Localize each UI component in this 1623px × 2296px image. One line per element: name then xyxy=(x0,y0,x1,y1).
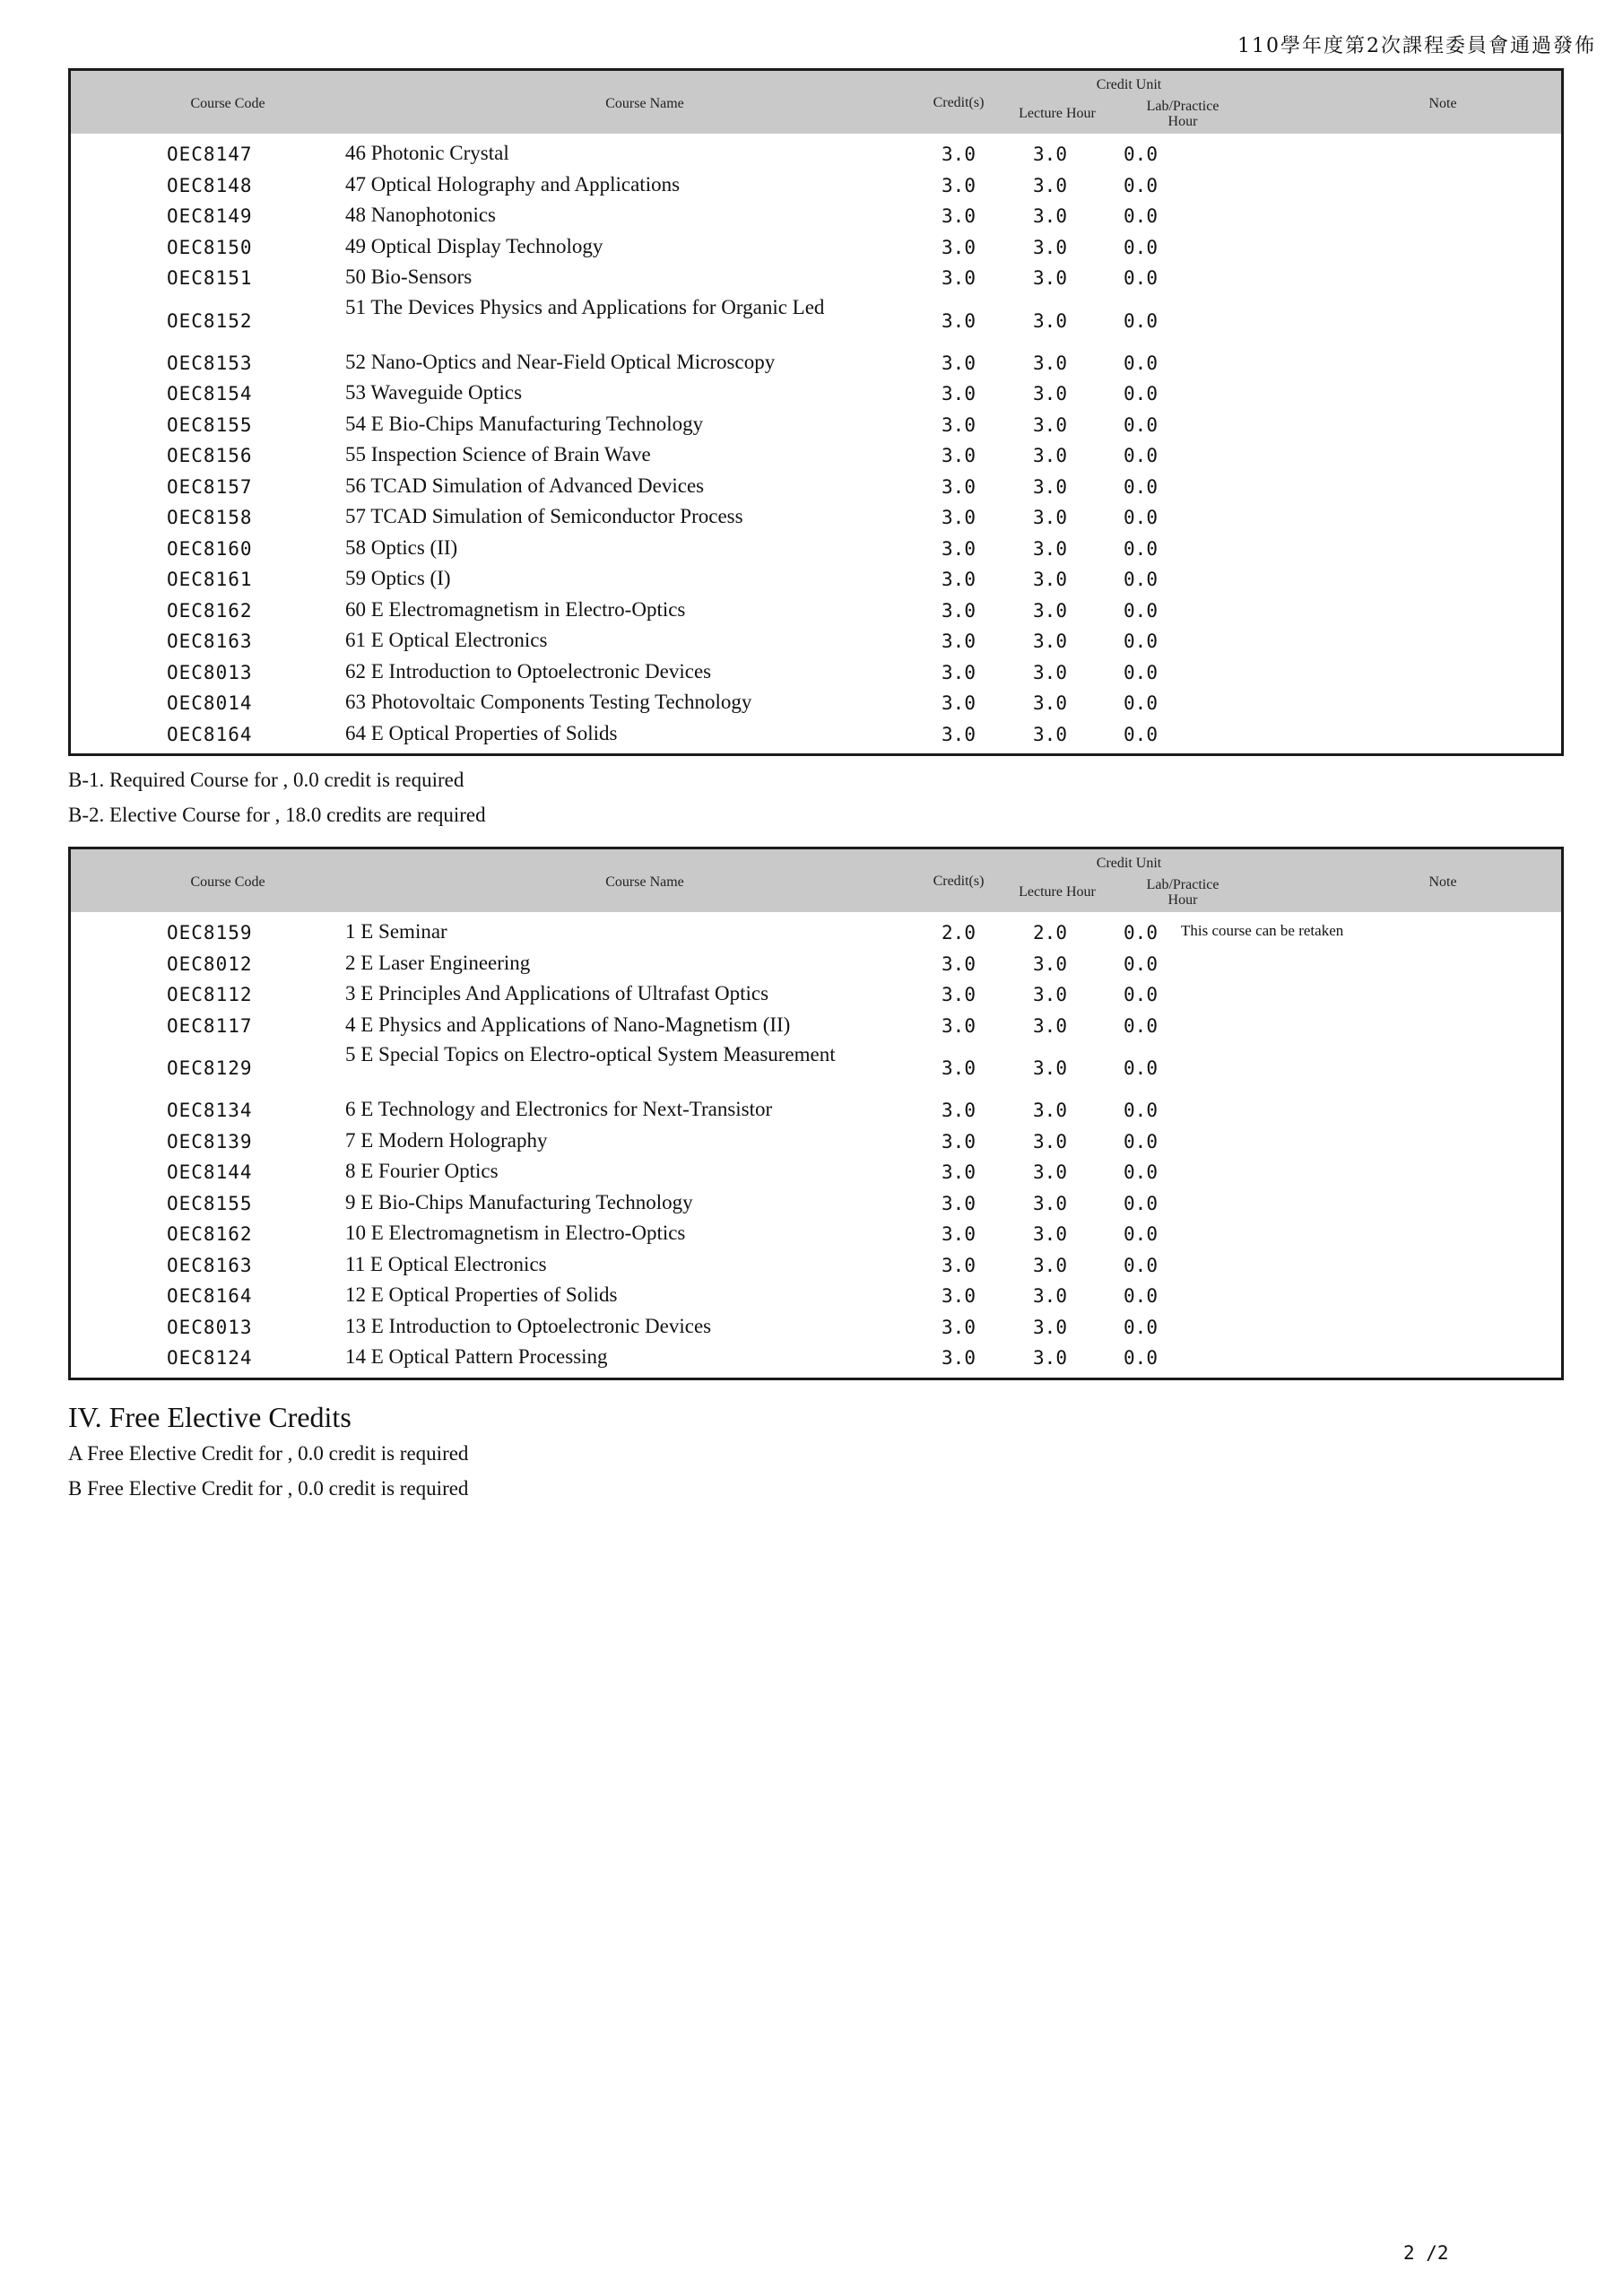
table-row xyxy=(71,1041,1561,1095)
lab-hour: 0.0 xyxy=(1124,922,1158,944)
header-lecture-hour: Lecture Hour xyxy=(1019,884,1096,900)
course-code: OEC8164 xyxy=(167,1285,253,1307)
table-row xyxy=(71,1312,1561,1344)
lecture-hour: 3.0 xyxy=(1033,1161,1067,1183)
lab-hour: 0.0 xyxy=(1124,1057,1158,1079)
header-credits: Credit(s) xyxy=(933,874,985,889)
lecture-hour: 3.0 xyxy=(1033,631,1067,652)
lab-hour: 0.0 xyxy=(1124,1130,1158,1152)
course-name: 7 E Modern Holography xyxy=(345,1128,548,1152)
header-lab-hour: Lab/Practice Hour xyxy=(1146,99,1219,129)
table-row xyxy=(71,596,1561,627)
credits: 3.0 xyxy=(942,569,976,590)
lab-hour: 0.0 xyxy=(1124,445,1158,466)
lecture-hour: 3.0 xyxy=(1033,205,1067,227)
course-name: 59 Optics (I) xyxy=(345,567,451,589)
credits: 3.0 xyxy=(942,205,976,227)
lab-hour: 0.0 xyxy=(1124,352,1158,374)
lecture-hour: 3.0 xyxy=(1033,661,1067,683)
course-name: 4 E Physics and Applications of Nano-Magnetism (II) xyxy=(345,1013,791,1036)
credits: 3.0 xyxy=(942,1014,976,1037)
table-row xyxy=(71,201,1561,232)
table-row xyxy=(71,263,1561,294)
lecture-hour: 3.0 xyxy=(1033,144,1067,165)
course-code: OEC8124 xyxy=(167,1347,253,1369)
credits: 3.0 xyxy=(942,413,976,436)
course-name: 62 E Introduction to Optoelectronic Devices xyxy=(345,659,712,683)
course-name: 49 Optical Display Technology xyxy=(345,234,603,257)
lab-hour: 0.0 xyxy=(1124,599,1158,622)
credits: 3.0 xyxy=(942,352,976,374)
lab-hour: 0.0 xyxy=(1124,631,1158,652)
course-code: OEC8148 xyxy=(167,174,253,196)
lab-hour: 0.0 xyxy=(1124,1192,1158,1214)
table-row xyxy=(71,626,1561,657)
header-course-name: Course Name xyxy=(605,874,684,890)
course-name: 61 E Optical Electronics xyxy=(345,629,548,651)
credits: 3.0 xyxy=(942,1192,976,1214)
lecture-hour: 3.0 xyxy=(1033,692,1067,714)
course-code: OEC8163 xyxy=(167,631,253,652)
lecture-hour: 3.0 xyxy=(1033,1316,1067,1338)
course-code: OEC8147 xyxy=(167,144,253,165)
lab-hour: 0.0 xyxy=(1124,236,1158,258)
course-name: 50 Bio-Sensors xyxy=(345,265,473,288)
header-course-code: Course Code xyxy=(190,96,265,111)
course-name: 13 E Introduction to Optoelectronic Devices xyxy=(345,1314,712,1337)
lab-hour: 0.0 xyxy=(1124,507,1158,528)
lecture-hour: 2.0 xyxy=(1033,922,1067,944)
lecture-hour: 3.0 xyxy=(1033,507,1067,528)
lecture-hour: 3.0 xyxy=(1033,1254,1067,1276)
lab-hour: 0.0 xyxy=(1124,205,1158,227)
course-code: OEC8150 xyxy=(167,236,253,258)
course-name: 1 E Seminar xyxy=(345,920,447,943)
lecture-hour: 3.0 xyxy=(1033,236,1067,258)
course-name: 63 Photovoltaic Components Testing Technology xyxy=(345,691,752,713)
course-code: OEC8152 xyxy=(167,309,253,332)
credits: 3.0 xyxy=(942,1347,976,1369)
lab-hour: 0.0 xyxy=(1124,383,1158,404)
course-name: 55 Inspection Science of Brain Wave xyxy=(345,443,651,465)
credits: 3.0 xyxy=(942,507,976,528)
table-row xyxy=(71,1095,1561,1126)
lecture-hour: 3.0 xyxy=(1033,537,1067,560)
course-code: OEC8155 xyxy=(167,1192,253,1214)
credits: 3.0 xyxy=(942,267,976,289)
course-name: 12 E Optical Properties of Solids xyxy=(345,1283,618,1306)
table-row xyxy=(71,657,1561,689)
credits: 3.0 xyxy=(942,309,976,332)
lab-hour: 0.0 xyxy=(1124,952,1158,975)
credits: 3.0 xyxy=(942,631,976,652)
free-elective-a: A Free Elective Credit for , 0.0 credit is required xyxy=(68,1442,469,1465)
table-row xyxy=(71,440,1561,472)
course-code: OEC8014 xyxy=(167,692,253,714)
course-name: 2 E Laser Engineering xyxy=(345,951,531,974)
header-note: Note xyxy=(1428,874,1457,890)
course-note: This course can be retaken xyxy=(1181,922,1344,939)
lecture-hour: 3.0 xyxy=(1033,1192,1067,1214)
lab-hour: 0.0 xyxy=(1124,692,1158,714)
header-lab-hour: Lab/Practice Hour xyxy=(1146,877,1219,908)
lecture-hour: 3.0 xyxy=(1033,1100,1067,1121)
lab-hour: 0.0 xyxy=(1124,537,1158,560)
lecture-hour: 3.0 xyxy=(1033,1223,1067,1245)
lecture-hour: 3.0 xyxy=(1033,1130,1067,1152)
credits: 3.0 xyxy=(942,723,976,745)
table-row xyxy=(71,1011,1561,1042)
table-row xyxy=(71,688,1561,719)
table-row xyxy=(71,564,1561,596)
lab-hour: 0.0 xyxy=(1124,267,1158,289)
credits: 3.0 xyxy=(942,236,976,258)
lecture-hour: 3.0 xyxy=(1033,1014,1067,1037)
table-row xyxy=(71,502,1561,534)
course-code: OEC8117 xyxy=(167,1014,253,1037)
table-row xyxy=(71,170,1561,202)
course-code: OEC8163 xyxy=(167,1254,253,1276)
table-row xyxy=(71,1126,1561,1158)
table-row xyxy=(71,1157,1561,1188)
approval-stamp: 110學年度第2次課程委員會通過發佈 xyxy=(1237,35,1596,57)
credits: 3.0 xyxy=(942,537,976,560)
lab-hour: 0.0 xyxy=(1124,1316,1158,1338)
credits: 3.0 xyxy=(942,1254,976,1276)
table-row xyxy=(71,378,1561,410)
credits: 3.0 xyxy=(942,475,976,498)
course-name: 11 E Optical Electronics xyxy=(345,1252,547,1275)
table-header xyxy=(71,71,1561,134)
course-code: OEC8151 xyxy=(167,267,253,289)
credits: 3.0 xyxy=(942,692,976,714)
course-code: OEC8013 xyxy=(167,661,253,683)
table-row xyxy=(71,410,1561,441)
course-code: OEC8154 xyxy=(167,383,253,404)
course-name: 60 E Electromagnetism in Electro-Optics xyxy=(345,597,686,621)
lab-hour: 0.0 xyxy=(1124,1223,1158,1245)
table-row xyxy=(71,232,1561,264)
header-credit-unit: Credit Unit xyxy=(1096,77,1162,92)
lab-hour: 0.0 xyxy=(1124,569,1158,590)
course-code: OEC8161 xyxy=(167,569,253,590)
lecture-hour: 3.0 xyxy=(1033,383,1067,404)
course-code: OEC8149 xyxy=(167,205,253,227)
credits: 3.0 xyxy=(942,984,976,1005)
header-course-code: Course Code xyxy=(190,874,265,890)
table-row xyxy=(71,1219,1561,1250)
table-body xyxy=(71,912,1561,1378)
course-code: OEC8134 xyxy=(167,1100,253,1121)
lecture-hour: 3.0 xyxy=(1033,723,1067,745)
table-row xyxy=(71,719,1561,751)
course-name: 56 TCAD Simulation of Advanced Devices xyxy=(345,474,705,497)
header-credits: Credit(s) xyxy=(933,95,985,110)
lecture-hour: 3.0 xyxy=(1033,445,1067,466)
course-code: OEC8164 xyxy=(167,723,253,745)
lecture-hour: 3.0 xyxy=(1033,309,1067,332)
lecture-hour: 3.0 xyxy=(1033,952,1067,975)
table-row xyxy=(71,1343,1561,1374)
table-row xyxy=(71,534,1561,565)
credits: 3.0 xyxy=(942,445,976,466)
course-code: OEC8155 xyxy=(167,413,253,436)
credits: 3.0 xyxy=(942,174,976,196)
course-name: 9 E Bio-Chips Manufacturing Technology xyxy=(345,1190,693,1213)
course-name: 47 Optical Holography and Applications xyxy=(345,172,681,196)
lab-hour: 0.0 xyxy=(1124,475,1158,498)
lecture-hour: 3.0 xyxy=(1033,1347,1067,1369)
lab-hour: 0.0 xyxy=(1124,144,1158,165)
course-name: 64 E Optical Properties of Solids xyxy=(345,721,618,744)
table-body xyxy=(71,134,1561,753)
lab-hour: 0.0 xyxy=(1124,309,1158,332)
course-code: OEC8156 xyxy=(167,445,253,466)
credits: 3.0 xyxy=(942,144,976,165)
credits: 2.0 xyxy=(942,922,976,944)
header-note: Note xyxy=(1428,96,1457,111)
credits: 3.0 xyxy=(942,599,976,622)
credits: 3.0 xyxy=(942,1161,976,1183)
course-name: 6 E Technology and Electronics for Next-Transistor xyxy=(345,1098,773,1120)
header-lecture-hour: Lecture Hour xyxy=(1019,106,1096,121)
table-row xyxy=(71,949,1561,980)
course-name: 58 Optics (II) xyxy=(345,535,458,559)
course-code: OEC8153 xyxy=(167,352,253,374)
lecture-hour: 3.0 xyxy=(1033,984,1067,1005)
credits: 3.0 xyxy=(942,1223,976,1245)
lab-hour: 0.0 xyxy=(1124,174,1158,196)
course-code: OEC8129 xyxy=(167,1057,253,1079)
course-code: OEC8139 xyxy=(167,1130,253,1152)
course-code: OEC8160 xyxy=(167,537,253,560)
lab-hour: 0.0 xyxy=(1124,1347,1158,1369)
credits: 3.0 xyxy=(942,952,976,975)
lecture-hour: 3.0 xyxy=(1033,569,1067,590)
course-name: 57 TCAD Simulation of Semiconductor Process xyxy=(345,505,743,527)
table-row xyxy=(71,979,1561,1011)
lab-hour: 0.0 xyxy=(1124,661,1158,683)
course-name: 53 Waveguide Optics xyxy=(345,381,523,404)
lab-hour: 0.0 xyxy=(1124,1100,1158,1121)
credits: 3.0 xyxy=(942,1130,976,1152)
lab-hour: 0.0 xyxy=(1124,1285,1158,1307)
course-name: 52 Nano-Optics and Near-Field Optical Microscopy xyxy=(345,350,776,373)
course-code: OEC8144 xyxy=(167,1161,253,1183)
lecture-hour: 3.0 xyxy=(1033,352,1067,374)
elective-course-table xyxy=(68,847,1564,1380)
lab-hour: 0.0 xyxy=(1124,1014,1158,1037)
b2-requirement: B-2. Elective Course for , 18.0 credits are required xyxy=(68,804,486,826)
credits: 3.0 xyxy=(942,1100,976,1121)
table-row xyxy=(71,918,1561,949)
course-name: 54 E Bio-Chips Manufacturing Technology xyxy=(345,412,704,435)
course-name: 14 E Optical Pattern Processing xyxy=(345,1345,608,1368)
lecture-hour: 3.0 xyxy=(1033,267,1067,289)
course-name: 48 Nanophotonics xyxy=(345,204,497,226)
lecture-hour: 3.0 xyxy=(1033,1057,1067,1079)
section-iv-heading: IV. Free Elective Credits xyxy=(68,1401,352,1433)
course-name: 46 Photonic Crystal xyxy=(345,142,509,164)
lecture-hour: 3.0 xyxy=(1033,475,1067,498)
course-code: OEC8012 xyxy=(167,952,253,975)
table-row xyxy=(71,1281,1561,1312)
table-row xyxy=(71,348,1561,379)
course-name: 3 E Principles And Applications of Ultrafast Optics xyxy=(345,982,769,1004)
lecture-hour: 3.0 xyxy=(1033,599,1067,622)
credits: 3.0 xyxy=(942,1057,976,1079)
b1-requirement: B-1. Required Course for , 0.0 credit is required xyxy=(68,769,464,791)
table-row xyxy=(71,1188,1561,1220)
course-name: 10 E Electromagnetism in Electro-Optics xyxy=(345,1222,686,1244)
lecture-hour: 3.0 xyxy=(1033,174,1067,196)
course-table-continued xyxy=(68,68,1564,756)
course-code: OEC8162 xyxy=(167,1223,253,1245)
credits: 3.0 xyxy=(942,383,976,404)
table-row xyxy=(71,1250,1561,1282)
course-name: 51 The Devices Physics and Applications for Organic Led xyxy=(345,295,825,318)
course-code: OEC8013 xyxy=(167,1316,253,1338)
credits: 3.0 xyxy=(942,661,976,683)
credits: 3.0 xyxy=(942,1316,976,1338)
course-code: OEC8162 xyxy=(167,599,253,622)
course-name: 5 E Special Topics on Electro-optical System Measurement xyxy=(345,1043,836,1065)
lab-hour: 0.0 xyxy=(1124,984,1158,1005)
free-elective-b: B Free Elective Credit for , 0.0 credit is required xyxy=(68,1477,469,1500)
lab-hour: 0.0 xyxy=(1124,1161,1158,1183)
table-row xyxy=(71,472,1561,503)
lab-hour: 0.0 xyxy=(1124,413,1158,436)
table-header xyxy=(71,849,1561,912)
course-code: OEC8158 xyxy=(167,507,253,528)
table-row xyxy=(71,294,1561,348)
page-number: 2 /2 xyxy=(1403,2242,1449,2264)
lab-hour: 0.0 xyxy=(1124,723,1158,745)
lecture-hour: 3.0 xyxy=(1033,413,1067,436)
header-course-name: Course Name xyxy=(605,96,684,111)
table-row xyxy=(71,139,1561,170)
course-code: OEC8157 xyxy=(167,475,253,498)
lab-hour: 0.0 xyxy=(1124,1254,1158,1276)
course-name: 8 E Fourier Optics xyxy=(345,1160,499,1182)
header-credit-unit: Credit Unit xyxy=(1096,856,1162,871)
credits: 3.0 xyxy=(942,1285,976,1307)
course-code: OEC8112 xyxy=(167,984,253,1005)
lecture-hour: 3.0 xyxy=(1033,1285,1067,1307)
course-code: OEC8159 xyxy=(167,922,253,944)
